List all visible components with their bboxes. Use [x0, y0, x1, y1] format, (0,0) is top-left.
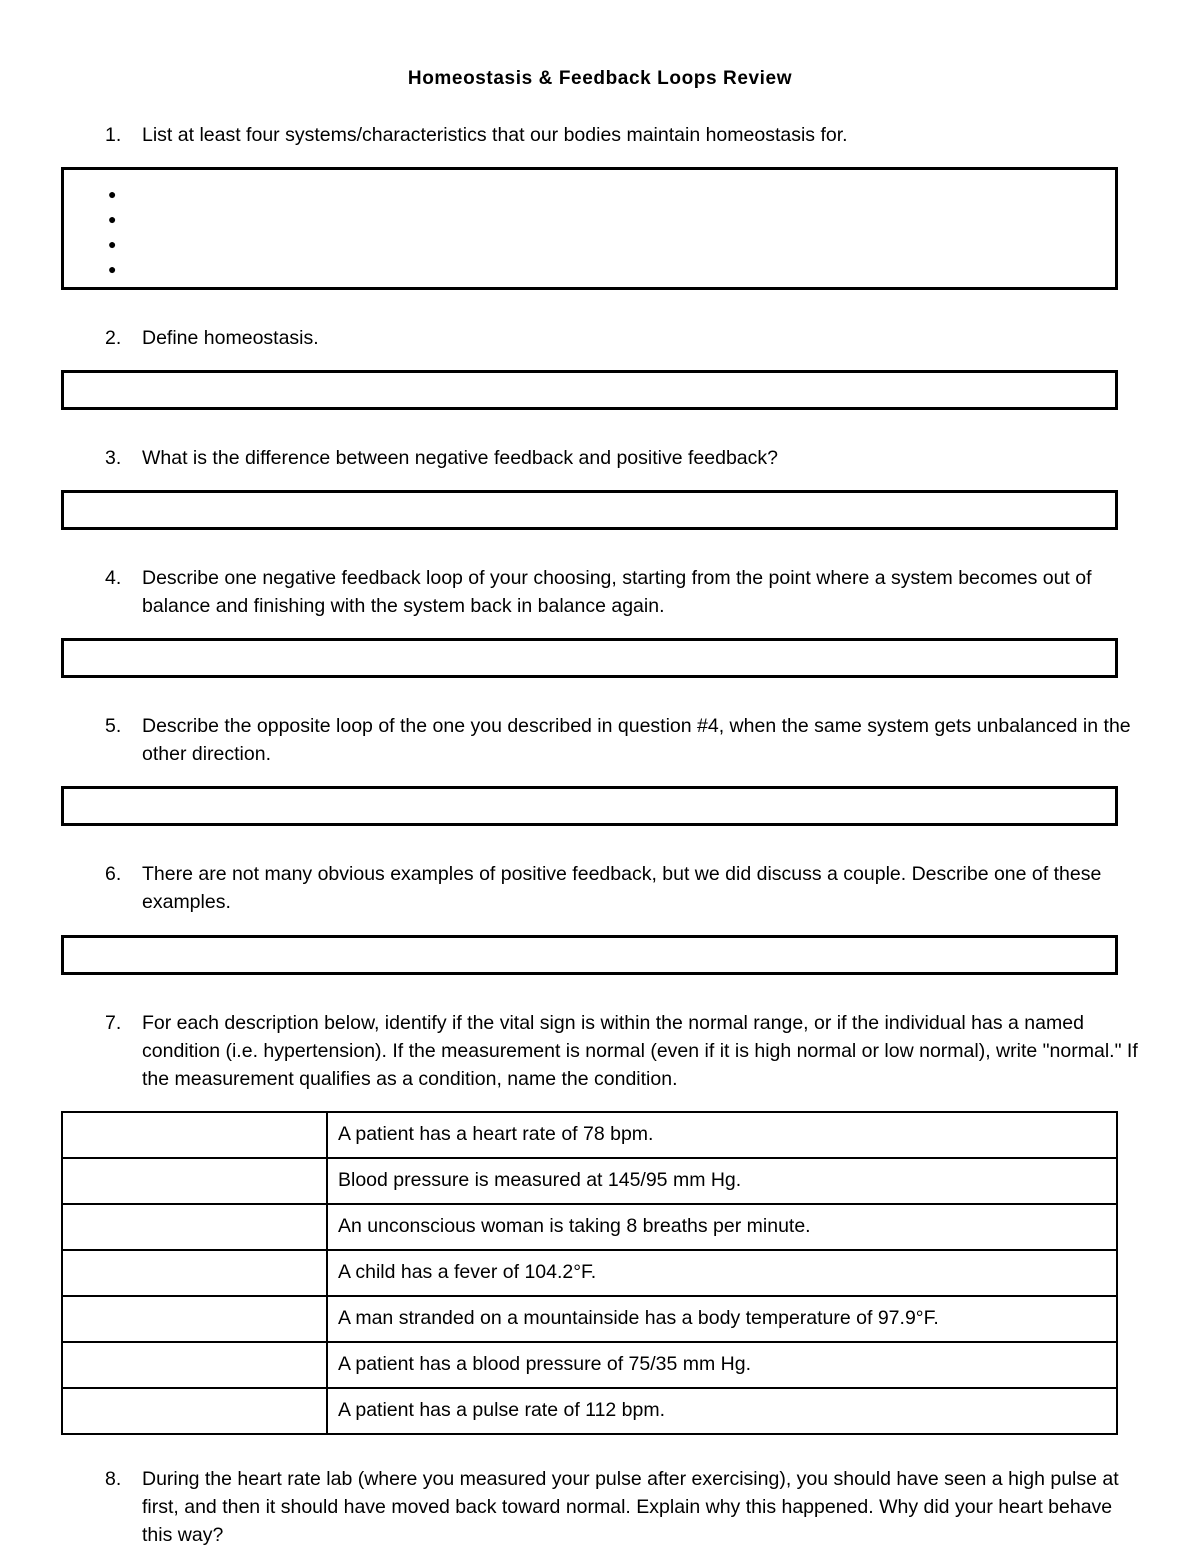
table-row	[62, 1112, 1117, 1158]
question-3-text: What is the difference between negative feedback and positive feedback?	[142, 446, 778, 469]
vital-description-cell: A patient has a pulse rate of 112 bpm.	[327, 1388, 1117, 1434]
question-6-number: 6.	[105, 863, 122, 886]
spacer	[0, 620, 1200, 638]
spacer	[0, 1435, 1200, 1465]
table-row	[62, 1204, 1117, 1250]
spacer	[0, 91, 1200, 121]
question-4	[0, 564, 1200, 620]
question-block-7	[0, 1009, 1200, 1435]
table-row	[62, 1296, 1117, 1342]
spacer	[0, 290, 1200, 324]
answer-box-3[interactable]	[61, 490, 1118, 530]
spacer	[0, 410, 1200, 444]
question-block-4	[0, 564, 1200, 678]
spacer	[0, 678, 1200, 712]
table-row	[62, 1158, 1117, 1204]
question-8-number: 8.	[105, 1467, 122, 1490]
question-3-number: 3.	[105, 446, 122, 469]
bullet-item[interactable]	[108, 257, 1115, 282]
question-8	[0, 1465, 1200, 1549]
answer-box-5[interactable]	[61, 786, 1118, 826]
bullet-list-1	[64, 182, 1115, 282]
vital-answer-cell[interactable]	[62, 1112, 327, 1158]
vital-description-cell: A patient has a heart rate of 78 bpm.	[327, 1112, 1117, 1158]
answer-box-6[interactable]	[61, 935, 1118, 975]
question-4-number: 4.	[105, 567, 122, 590]
question-6-text: There are not many obvious examples of positive feedback, but we did discuss a couple. Describe one of these examples.	[142, 863, 1102, 914]
question-3	[0, 444, 1200, 472]
spacer	[0, 975, 1200, 1009]
bullet-item[interactable]	[108, 232, 1115, 257]
table-row	[62, 1342, 1117, 1388]
vital-description-cell: A man stranded on a mountainside has a body temperature of 97.9°F.	[327, 1296, 1117, 1342]
vital-signs-table	[61, 1111, 1118, 1435]
vital-description-cell: Blood pressure is measured at 145/95 mm Hg.	[327, 1158, 1117, 1204]
question-4-text: Describe one negative feedback loop of your choosing, starting from the point where a system becomes out of balance and finishing with the system back in balance again.	[142, 567, 1092, 618]
question-7	[0, 1009, 1200, 1093]
spacer	[0, 530, 1200, 564]
vital-answer-cell[interactable]	[62, 1388, 327, 1434]
vital-answer-cell[interactable]	[62, 1158, 327, 1204]
vital-description-cell: An unconscious woman is taking 8 breaths per minute.	[327, 1204, 1117, 1250]
question-6	[0, 860, 1200, 916]
bullet-item[interactable]	[108, 207, 1115, 232]
spacer	[0, 352, 1200, 370]
question-5-text: Describe the opposite loop of the one you described in question #4, when the same system gets unbalanced in the other direction.	[142, 715, 1131, 766]
question-block-5	[0, 712, 1200, 826]
answer-box-2[interactable]	[61, 370, 1118, 410]
spacer	[0, 1093, 1200, 1111]
bullet-item[interactable]	[108, 182, 1115, 207]
vital-description-cell: A child has a fever of 104.2°F.	[327, 1250, 1117, 1296]
spacer	[0, 826, 1200, 860]
vital-answer-cell[interactable]	[62, 1342, 327, 1388]
question-block-6	[0, 860, 1200, 974]
question-1	[0, 121, 1200, 149]
page-title: Homeostasis & Feedback Loops Review	[407, 68, 793, 89]
vital-answer-cell[interactable]	[62, 1250, 327, 1296]
answer-box-4[interactable]	[61, 638, 1118, 678]
question-1-number: 1.	[105, 123, 122, 146]
question-2-number: 2.	[105, 326, 122, 349]
spacer	[0, 472, 1200, 490]
spacer	[0, 917, 1200, 935]
question-block-2	[0, 324, 1200, 410]
vital-answer-cell[interactable]	[62, 1296, 327, 1342]
table-row	[62, 1250, 1117, 1296]
vital-answer-cell[interactable]	[62, 1204, 327, 1250]
question-2	[0, 324, 1200, 352]
table-row	[62, 1388, 1117, 1434]
spacer	[0, 149, 1200, 167]
question-block-8	[0, 1465, 1200, 1549]
question-8-text: During the heart rate lab (where you measured your pulse after exercising), you should have seen a high pulse at first, and then it should have moved back toward normal. Explain why this happened. Why did your heart behave this way?	[142, 1467, 1119, 1546]
answer-box-1[interactable]	[61, 167, 1118, 290]
vital-description-cell: A patient has a blood pressure of 75/35 mm Hg.	[327, 1342, 1117, 1388]
spacer	[0, 768, 1200, 786]
question-block-1	[0, 121, 1200, 290]
question-7-number: 7.	[105, 1011, 122, 1034]
question-7-text: For each description below, identify if the vital sign is within the normal range, or if the individual has a named condition (i.e. hypertension). If the measurement is normal (even if it is high normal or low normal), write "normal." If the measurement qualifies as a condition, name the condition.	[142, 1011, 1138, 1090]
question-2-text: Define homeostasis.	[142, 326, 319, 349]
question-5	[0, 712, 1200, 768]
question-1-text: List at least four systems/characteristics that our bodies maintain homeostasis for.	[142, 123, 848, 146]
question-block-3	[0, 444, 1200, 530]
question-5-number: 5.	[105, 715, 122, 738]
